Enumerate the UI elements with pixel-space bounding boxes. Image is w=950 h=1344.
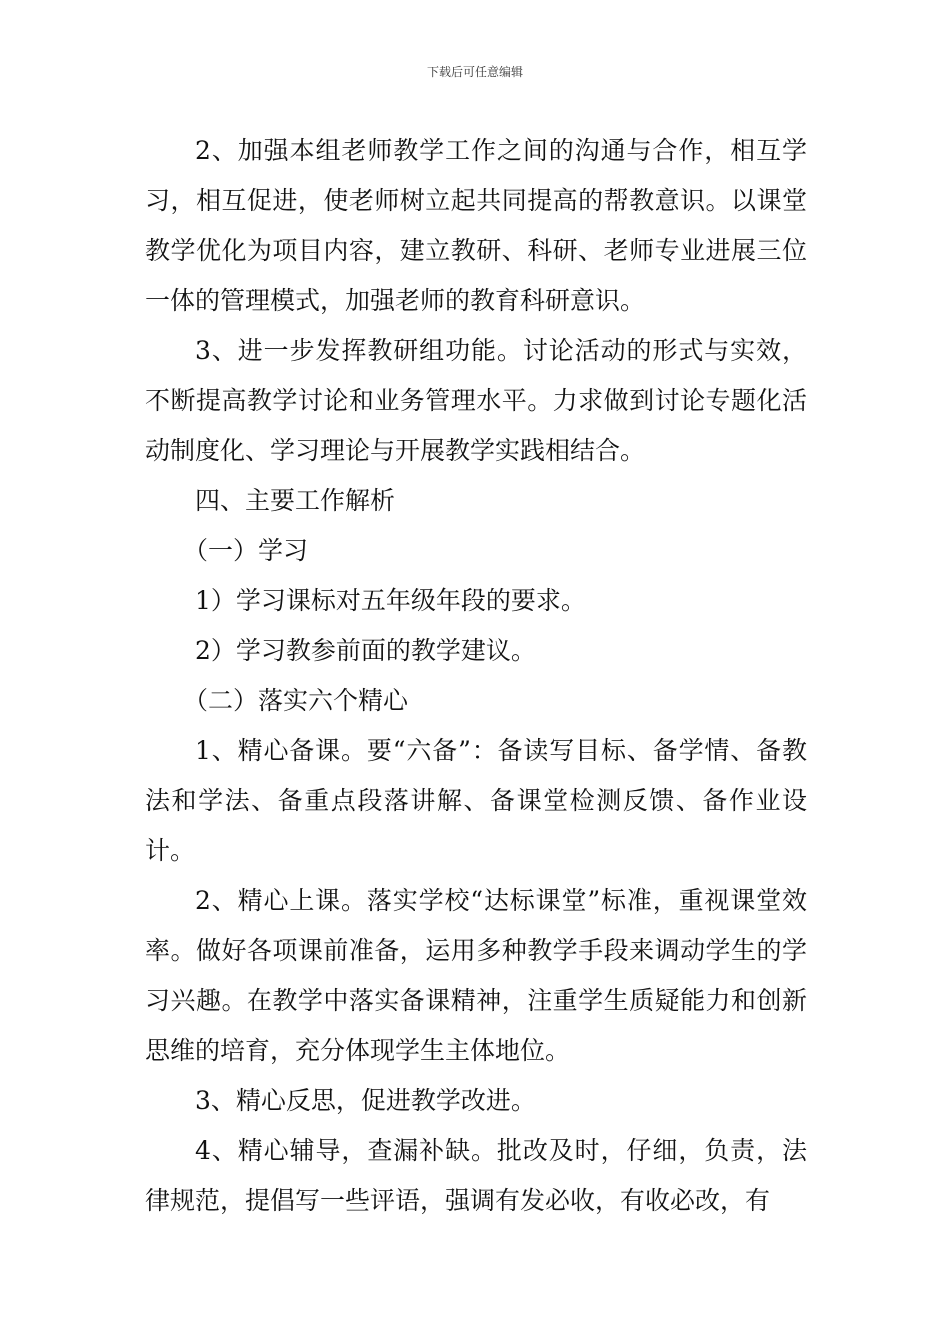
page-header: 下载后可任意编辑 [426, 65, 523, 79]
paragraph-item-3: 3、进一步发挥教研组功能。讨论活动的形式与实效，不断提高教学讨论和业务管理水平。力求做到讨论专题化活动制度化、学习理论与开展教学实践相结合。 [145, 336, 807, 465]
subsection-heading-six: （二）落实六个精心 [183, 686, 409, 715]
paragraph-item-2: 2、加强本组老师教学工作之间的沟通与合作，相互学习，相互促进，使老师树立起共同提高的帮教意识。以课堂教学优化为项目内容，建立教研、科研、老师专业进展三位一体的管理模式，加强老师的教育科研意识。 [145, 136, 807, 315]
document-body [145, 126, 807, 1226]
study-item-2: 2）学习教参前面的教学建议。 [195, 636, 536, 665]
subsection-heading-study: （一）学习 [183, 536, 309, 565]
six-item-1: 1、精心备课。要“六备”：备读写目标、备学情、备教法和学法、备重点段落讲解、备课堂检测反馈、备作业设计。 [145, 736, 807, 865]
six-item-4: 4、精心辅导，查漏补缺。批改及时，仔细，负责，法律规范，提倡写一些评语，强调有发必收，有收必改，有 [145, 1136, 807, 1215]
study-item-1: 1）学习课标对五年级年段的要求。 [195, 586, 586, 615]
six-item-2: 2、精心上课。落实学校“达标课堂”标准，重视课堂效率。做好各项课前准备，运用多种教学手段来调动学生的学习兴趣。在教学中落实备课精神，注重学生质疑能力和创新思维的培育，充分体现学生主体地位。 [145, 886, 807, 1065]
section-heading: 四、主要工作解析 [195, 486, 396, 515]
six-item-3: 3、精心反思，促进教学改进。 [195, 1086, 536, 1115]
